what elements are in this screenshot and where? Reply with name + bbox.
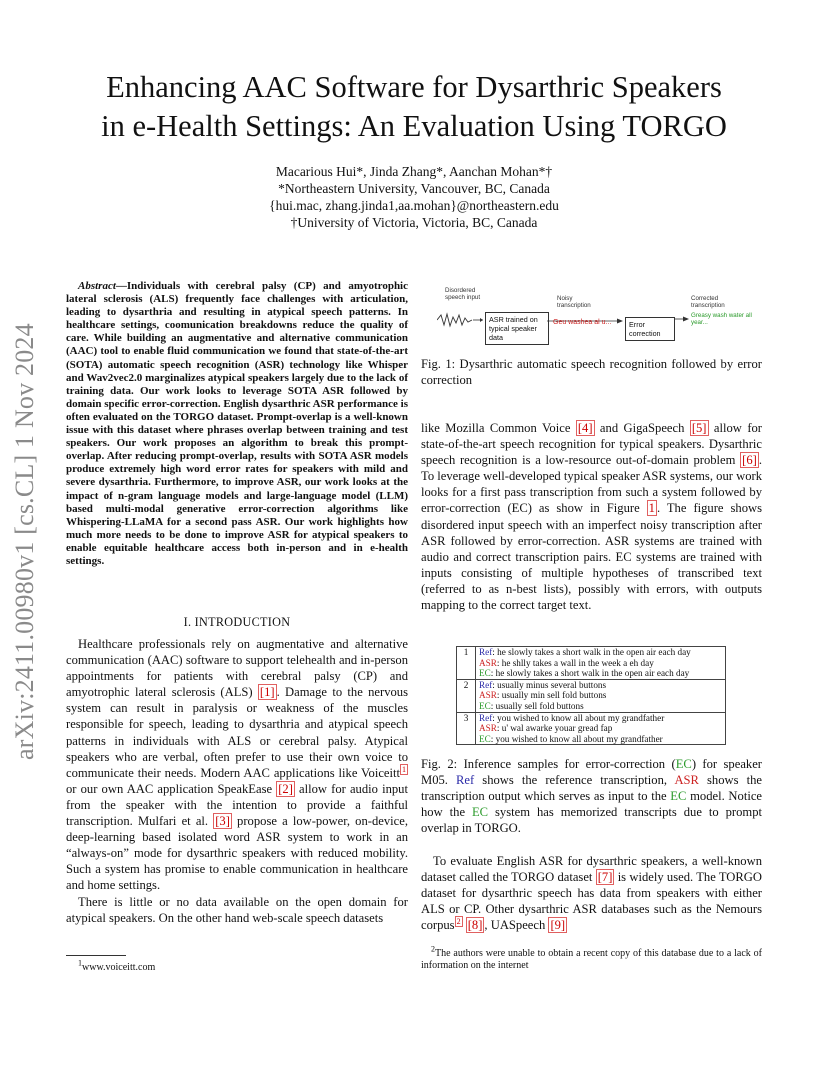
text-run: Fig. 2: Inference samples for error-correction (	[421, 757, 676, 771]
row-number: 3	[457, 712, 476, 745]
text-run: and GigaSpeech	[594, 421, 690, 435]
ec-term: EC	[471, 805, 489, 820]
ref-label: Ref	[479, 679, 493, 690]
ec-line	[479, 701, 722, 712]
intro-paragraph-2: There is little or no data available on the open domain for atypical speakers. On the other hand web-scale speech datasets	[66, 894, 408, 925]
citation-link[interactable]: [7]	[597, 870, 613, 885]
text-run: shows the reference transcription,	[474, 773, 675, 788]
asr-label: ASR	[479, 690, 497, 701]
citation-link[interactable]: [4]	[577, 421, 593, 435]
asr-line	[479, 690, 722, 701]
ec-label: EC	[479, 668, 491, 679]
separator: :	[492, 647, 498, 657]
figure-1-caption: Fig. 1: Dysarthric automatic speech recognition followed by error correction	[421, 357, 762, 388]
right-column-body-2	[421, 853, 762, 933]
ref-text: you wished to know all about my grandfather	[497, 712, 665, 723]
ref-line	[479, 680, 722, 691]
corrected-transcription-label: Corrected transcription	[691, 295, 725, 309]
ec-label: EC	[479, 700, 491, 711]
row-content	[476, 679, 726, 712]
asr-term: ASR	[674, 773, 699, 788]
footnote-2	[421, 944, 762, 972]
inference-samples-table	[456, 646, 726, 745]
body-paragraph	[421, 853, 762, 933]
text-run: or our own AAC application SpeakEase	[66, 781, 277, 796]
table-row	[457, 679, 726, 712]
author-block	[120, 163, 708, 231]
ec-term: EC	[670, 789, 687, 804]
ref-text: usually minus several buttons	[497, 679, 607, 690]
asr-line	[479, 723, 722, 734]
ref-term: Ref	[456, 773, 475, 788]
paper-title	[40, 68, 788, 146]
text-run: . The figure shows disordered input speech with an imperfect noisy transcription after ASR followed by error-correction. ASR systems are trained with audio and correct transcription pairs. EC systems are trained with inputs consisting of multiple hypotheses of transcribed text (referred to as n-best lists), possibly with errors, with outputs mapping to the correct target text.	[421, 501, 762, 613]
asr-label: ASR	[479, 723, 497, 734]
abstract-label: Abstract	[78, 280, 116, 292]
asr-text: usually min sell fold buttons	[501, 690, 607, 701]
ec-term: EC	[675, 757, 692, 771]
row-content	[476, 647, 726, 680]
ec-line	[479, 734, 722, 745]
abstract	[66, 280, 408, 568]
footnote-rule	[66, 955, 126, 956]
ref-label: Ref	[479, 712, 493, 723]
introduction-body	[66, 636, 408, 926]
figure-link[interactable]: 1	[648, 501, 655, 516]
ec-text: you wished to know all about my grandfather	[495, 733, 663, 744]
citation-link[interactable]: [2]	[278, 781, 293, 796]
author-emails: {hui.mac, zhang.jinda1,aa.mohan}@northeastern.edu	[269, 198, 559, 213]
section-heading: I. INTRODUCTION	[183, 615, 291, 629]
text-run: . To leverage well-developed typical speaker ASR systems, our work looks for a first pass transcription from such a system followed by error-correction (EC) as show in Figure	[421, 453, 762, 516]
ec-line	[479, 668, 722, 679]
citation-link[interactable]: [6]	[742, 453, 757, 468]
text-run: model. Notice how the	[421, 789, 762, 820]
right-column-body-1	[421, 420, 762, 613]
separator: :	[492, 679, 498, 690]
text-run: system has memorized transcripts due to prompt overlap in TORGO.	[421, 805, 762, 836]
text-run: , UASpeech	[484, 918, 549, 933]
arrow-icon	[675, 315, 689, 323]
affiliation-1: *Northeastern University, Vancouver, BC, Canada	[278, 181, 550, 196]
arxiv-identifier: arXiv:2411.00980v1 [cs.CL] 1 Nov 2024	[10, 323, 39, 760]
separator: :	[496, 723, 502, 734]
figure-1-diagram	[421, 287, 762, 347]
asr-label: ASR	[479, 657, 497, 668]
separator: :	[490, 700, 496, 711]
citation-link[interactable]: [9]	[550, 918, 566, 933]
title-line-2: in e-Health Settings: An Evaluation Using TORGO	[101, 109, 727, 143]
text-run: is widely used. The TORGO dataset for dysarthric speech has data from speakers with either ALS or CP. Other dysarthric ASR databases such as the Nemours corpus	[421, 870, 762, 933]
author-names: Macarious Hui*, Jinda Zhang*, Aanchan Mohan*†	[275, 164, 553, 179]
text-run: allow for state-of-the-art speech recognition for typical speakers. Dysarthric speech recognition is a low-resource out-of-domain problem	[421, 421, 762, 468]
row-number: 1	[457, 647, 476, 680]
ref-line	[479, 713, 722, 724]
footnote-link[interactable]: 2	[456, 917, 461, 927]
table-row	[457, 712, 726, 745]
asr-line	[479, 658, 722, 669]
footnote-text: The authors were unable to obtain a recent copy of this database due to a lack of information on the internet	[421, 948, 762, 971]
citation-link[interactable]: [3]	[215, 814, 230, 829]
asr-box: ASR trained on typical speaker data	[485, 312, 549, 345]
separator: :	[490, 733, 496, 744]
affiliation-2: †University of Victoria, Victoria, BC, Canada	[290, 215, 538, 230]
text-run: like Mozilla Common Voice	[421, 421, 576, 435]
intro-paragraph-1	[66, 636, 408, 894]
separator: :	[492, 712, 498, 723]
arxiv-sidebar	[4, 290, 44, 760]
error-correction-box: Error correction	[625, 317, 675, 341]
text-run: allow for audio input from the speaker with the intention to provide a faithful transcription. Mulfari et al.	[66, 781, 408, 829]
disordered-input-label: Disordered speech input	[445, 287, 481, 301]
separator: :	[496, 690, 502, 701]
title-line-1: Enhancing AAC Software for Dysarthric Speakers	[106, 70, 722, 104]
waveform-icon	[437, 312, 483, 328]
footnote-mark: 1	[78, 958, 82, 968]
figure-2-caption	[421, 756, 762, 836]
text-run: Healthcare professionals rely on augmentative and alternative communication (AAC) software to support telehealth and in-person appointments for patients with cerebral palsy (CP) and amyotrophic lateral sclerosis (ALS)	[66, 637, 408, 700]
separator: :	[490, 668, 496, 679]
noisy-transcription-text: Geu washea al u...	[553, 319, 612, 326]
abstract-text: —Individuals with cerebral palsy (CP) and amyotrophic lateral sclerosis (ALS) frequently face challenges with articulation, leading to dysarthria and resulting in atypical speech patterns. In healthcare settings, coomunication breakdowns reduce the quality of care. While building an augmentative and alternative communication (AAC) tool to enable fluid communication we found that state-of-the-art (SOTA) automatic speech recognition (ASR) technology like Whisper and Wav2vec2.0 marginalizes atypical speakers largely due to the lack of training data. Our work looks to leverage SOTA ASR followed by domain specific error-correction. English dysarthric ASR performance is often evaluated on the TORGO dataset. Prompt-overlap is a well-known issue with this dataset where phrases overlap between training and test speakers. Our work proposes an algorithm to break this prompt-overlap. After reducing prompt-overlap, results with SOTA ASR models produce extremely high word error rates for speakers with mild and severe dysarthria. Furthermore, to improve ASR, our work looks at the impact of n-gram language models and large-language model (LLM) based multi-modal generative error-correction algorithms like Whispering-LLaMA for a second pass ASR. Our work highlights how much more needs to be done to improve ASR for atypical speakers to enable equitable healthcare access both in-person and in e-health settings.	[66, 280, 408, 567]
text-run: . Damage to the nervous system can result in paralysis or weakness of the muscles responsible for speech, leading to dysarthria and atypical speech patterns in individuals with ALS or cerebral palsy. Atypical speakers who are verbal, often prefer to use their own voice to communicate their needs. Modern AAC applications like Voiceitt	[66, 685, 408, 780]
text-run: shows the transcription output which serves as input to the	[421, 773, 762, 804]
asr-text: he shlly takes a wall in the week a eh day	[501, 657, 654, 668]
footnote-text: www.voiceitt.com	[82, 962, 156, 973]
ec-text: usually sell fold buttons	[495, 700, 584, 711]
text-run: propose a low-power, on-device, deep-learning based isolated word ASR system to work in an “always-on” mode for dysarthric speakers with reduced mobility. Such a system has promise to enable communication in healthcare and home settings.	[66, 814, 408, 893]
separator: :	[496, 657, 502, 668]
row-number: 2	[457, 679, 476, 712]
footnote-link[interactable]: 1	[402, 764, 406, 774]
ref-text: he slowly takes a short walk in the open air each day	[497, 647, 691, 657]
text-run: To evaluate English ASR for dysarthric speakers, a well-known dataset called the TORGO dataset	[421, 854, 762, 885]
footnote-1	[78, 958, 156, 974]
body-paragraph	[421, 420, 762, 613]
noisy-transcription-label: Noisy transcription	[557, 295, 591, 309]
text-run: ) for speaker M05.	[421, 757, 762, 788]
table-row	[457, 647, 726, 680]
citation-link[interactable]: [5]	[691, 421, 707, 435]
footnote-mark: 2	[431, 944, 435, 954]
row-content	[476, 712, 726, 745]
corrected-transcription-text: Greasy wash water all year...	[691, 312, 752, 326]
ref-line	[479, 647, 722, 658]
asr-text: u' wal awarke youar gread fap	[501, 723, 613, 734]
citation-link[interactable]: [1]	[259, 685, 275, 700]
citation-link[interactable]: [8]	[467, 918, 483, 933]
ec-label: EC	[479, 733, 491, 744]
ref-label: Ref	[479, 647, 493, 657]
ec-text: he slowly takes a short walk in the open air each day	[495, 668, 690, 679]
